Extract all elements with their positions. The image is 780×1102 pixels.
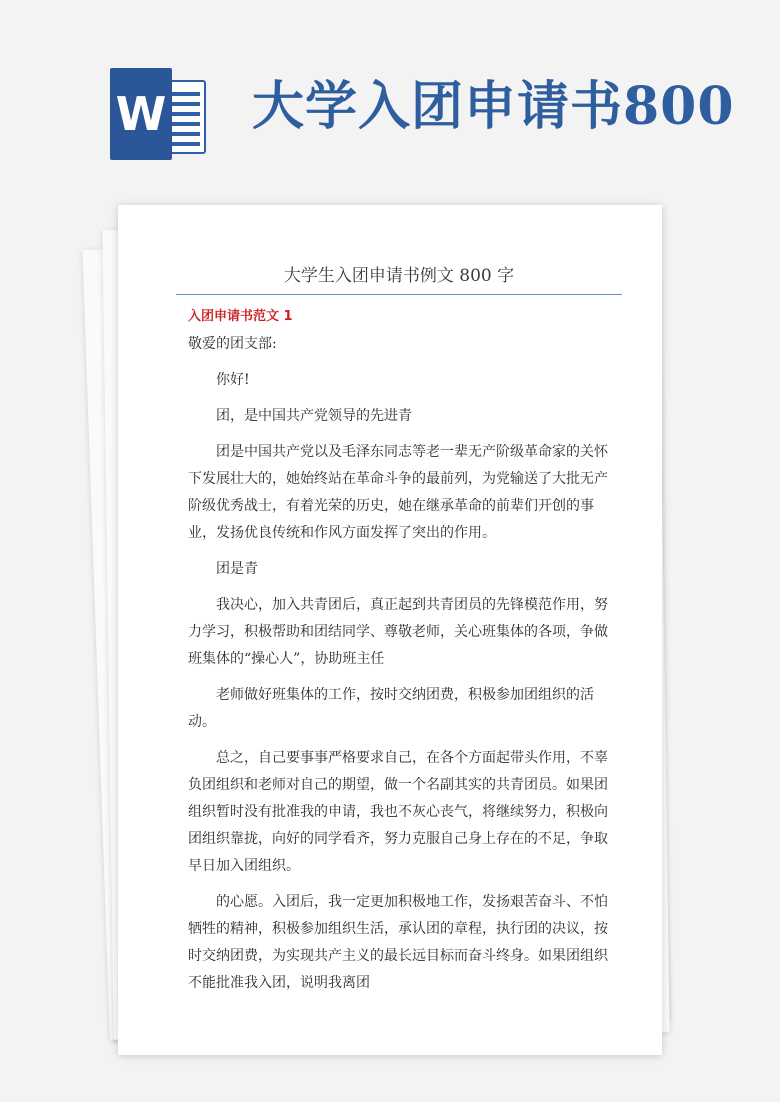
paragraph-greeting: 你好! [216, 372, 250, 388]
paragraph: 团是中国共产党以及毛泽东同志等老一辈无产阶级革命家的关怀下发展壮大的，她始终站在革命斗争的最前列，为党输送了大批无产阶级优秀战士，有着光荣的历史，她在继承革命的前辈们开创的事业，发扬优良传统和作风方面发挥了突出的作用。 [188, 444, 608, 541]
paragraph: 我决心，加入共青团后，真正起到共青团员的先锋模范作用，努力学习，积极帮助和团结同学、尊敬老师，关心班集体的各项，争做班集体的“操心人”，协助班主任 [188, 597, 608, 667]
word-icon-letter: W [110, 68, 172, 160]
document-page [118, 205, 662, 1055]
paragraph: 团是青 [216, 561, 258, 577]
paragraph-salutation: 敬爱的团支部: [188, 336, 277, 352]
paragraph: 总之，自己要事事严格要求自己，在各个方面起带头作用，不辜负团组织和老师对自己的期望，做一个名副其实的共青团员。如果团组织暂时没有批准我的申请，我也不灰心丧气，将继续努力，积极向团组织靠拢，向好的同学看齐，努力克服自己身上存在的不足，争取早日加入团组织。 [188, 750, 608, 874]
document-title: 大学生入团申请书例文 800 字 [176, 261, 622, 295]
header [0, 0, 780, 200]
section-heading: 入团申请书范文 1 [188, 309, 293, 324]
paragraph: 团，是中国共产党领导的先进青 [216, 408, 412, 424]
paragraph: 老师做好班集体的工作，按时交纳团费，积极参加团组织的活动。 [188, 687, 594, 730]
page-title: 大学入团申请书800 [252, 76, 735, 137]
paragraph: 的心愿。入团后，我一定更加积极地工作，发扬艰苦奋斗、不怕牺牲的精神，积极参加组织生活，承认团的章程，执行团的决议，按时交纳团费，为实现共产主义的最长远目标而奋斗终身。如果团组织不能批准我入团，说明我离团 [188, 894, 608, 991]
document-body [188, 331, 620, 1006]
word-document-icon [110, 68, 208, 160]
